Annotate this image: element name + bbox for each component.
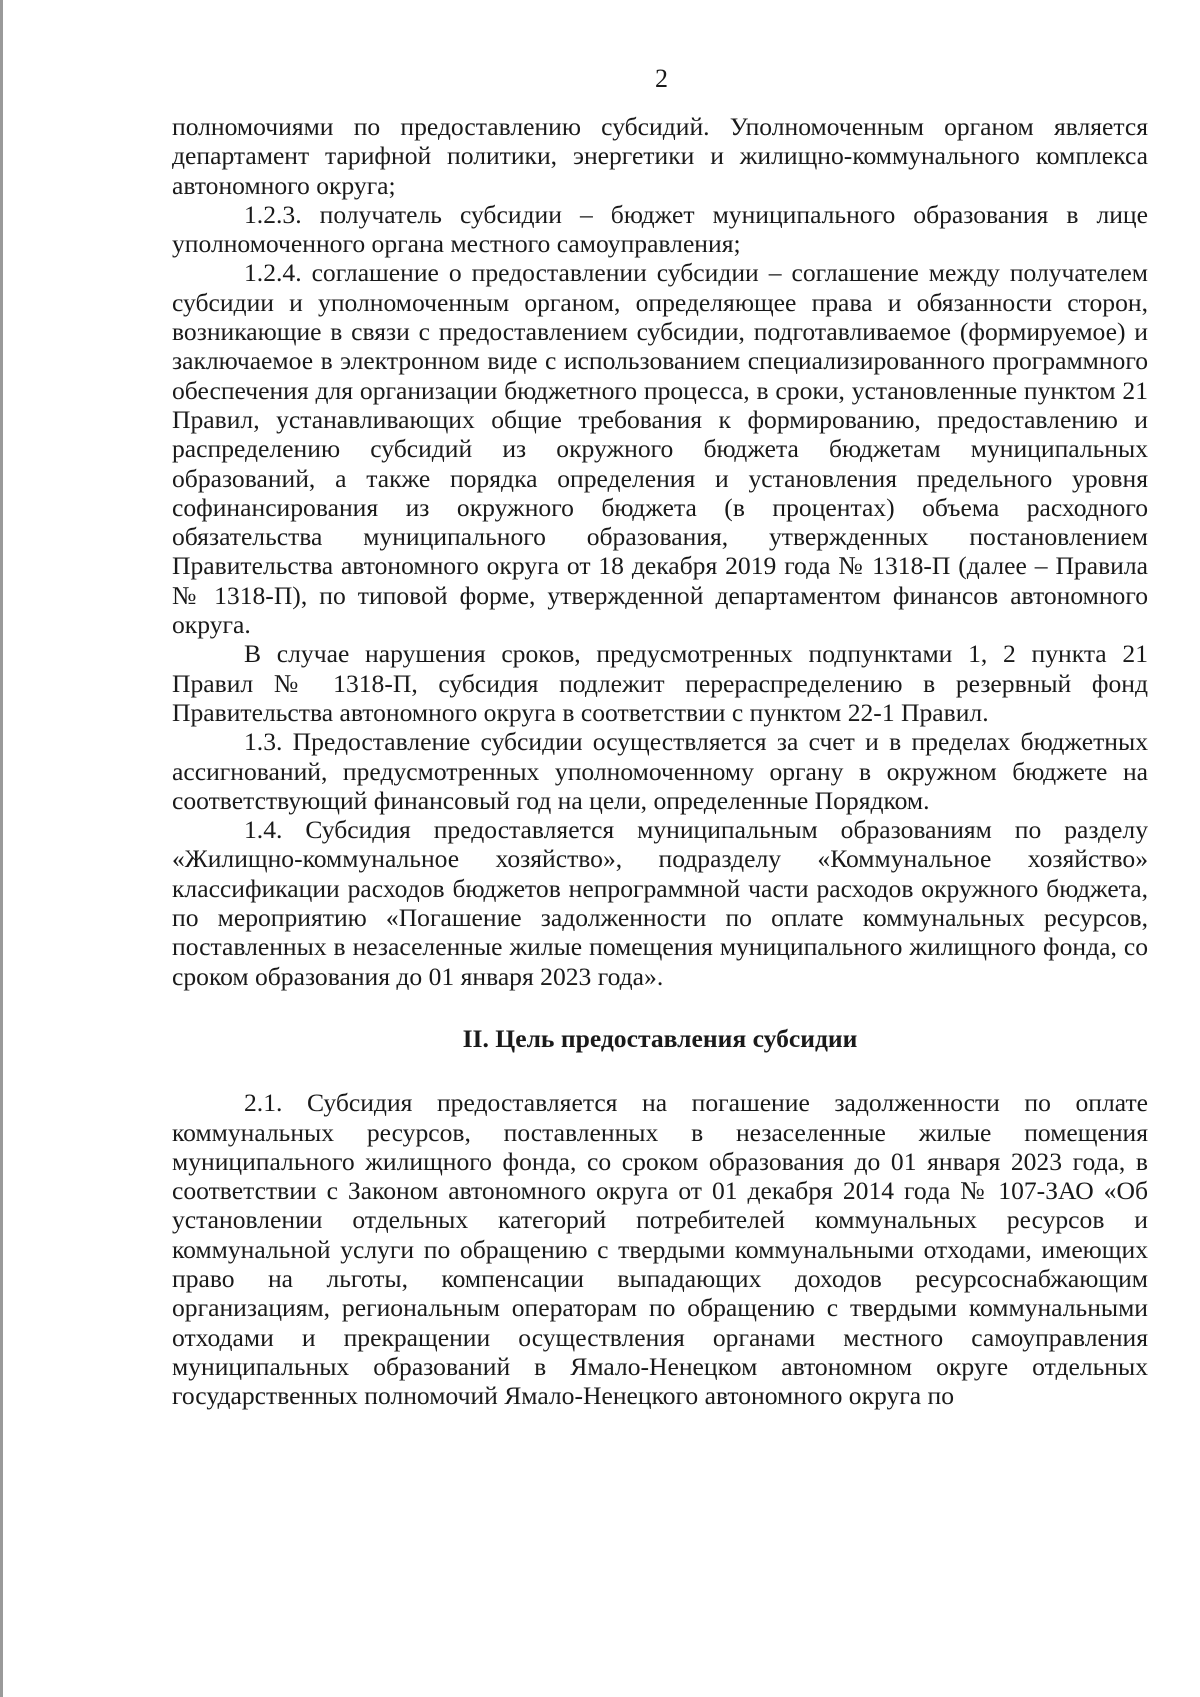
paragraph-1-2-4: 1.2.4. соглашение о предоставлении субсидии – соглашение между получателем субсидии и уполномоченным органом, определяющее права и обязанности сторон, возникающие в связи с предоставлением субсидии, подготавливаемое (формируемое) и заключаемое в электронном виде с использованием специализированного программного обеспечения для организации бюджетного процесса, в сроки, установленные пунктом 21 Правил, устанавливающих общие требования к формированию, предоставлению и распределению субсидий из окружного бюджета бюджетам муниципальных образований, а также порядка определения и установления предельного уровня софинансирования из окружного бюджета (в процентах) объема расходного обязательства муниципального образования, утвержденных постановлением Правительства автономного округа от 18 декабря 2019 года № 1318-П (далее – Правила № 1318-П), по типовой форме, утвержденной департаментом финансов автономного округа.: [172, 258, 1148, 640]
page-edge-shadow: [0, 0, 3, 1697]
section-heading: II. Цель предоставления субсидии: [462, 1023, 858, 1053]
paragraph-2-1: 2.1. Субсидия предоставляется на погашение задолженности по оплате коммунальных ресурсов, поставленных в незаселенные жилые помещения муниципального жилищного фонда, со сроком образования до 01 января 2023 года, в соответствии с Законом автономного округа от 01 декабря 2014 года № 107-ЗАО «Об установлении отдельных категорий потребителей коммунальных ресурсов и коммунальной услуги по обращению с твердыми коммунальными отходами, имеющих право на льготы, компенсации выпадающих доходов ресурсоснабжающим организациям, региональным операторам по обращению с твердыми коммунальными отходами и прекращении осуществления органами местного самоуправления муниципальных образований в Ямало-Ненецком автономном округе отдельных государственных полномочий Ямало-Ненецкого автономного округа по: [172, 1088, 1148, 1411]
paragraph-1-4: 1.4. Субсидия предоставляется муниципальным образованиям по разделу «Жилищно-коммунальное хозяйство», подразделу «Коммунальное хозяйство» классификации расходов бюджетов непрограммной части расходов окружного бюджета, по мероприятию «Погашение задолженности по оплате коммунальных ресурсов, поставленных в незаселенные жилые помещения муниципального жилищного фонда, со сроком образования до 01 января 2023 года».: [172, 815, 1148, 991]
paragraph-1-2-3: 1.2.3. получатель субсидии – бюджет муниципального образования в лице уполномоченного органа местного самоуправления;: [172, 199, 1148, 259]
document-body: [172, 112, 1148, 1410]
page-number: 2: [655, 64, 668, 93]
paragraph-violation-terms: В случае нарушения сроков, предусмотренных подпунктами 1, 2 пункта 21 Правил № 1318-П, субсидия подлежит перераспределению в резервный фонд Правительства автономного округа в соответствии с пунктом 22-1 Правил.: [172, 639, 1148, 727]
paragraph-continuation: полномочиями по предоставлению субсидий. Уполномоченным органом является департамент тарифной политики, энергетики и жилищно-коммунального комплекса автономного округа;: [172, 112, 1148, 200]
paragraph-1-3: 1.3. Предоставление субсидии осуществляется за счет и в пределах бюджетных ассигнований, предусмотренных уполномоченному органу в окружном бюджете на соответствующий финансовый год на цели, определенные Порядком.: [172, 727, 1148, 815]
